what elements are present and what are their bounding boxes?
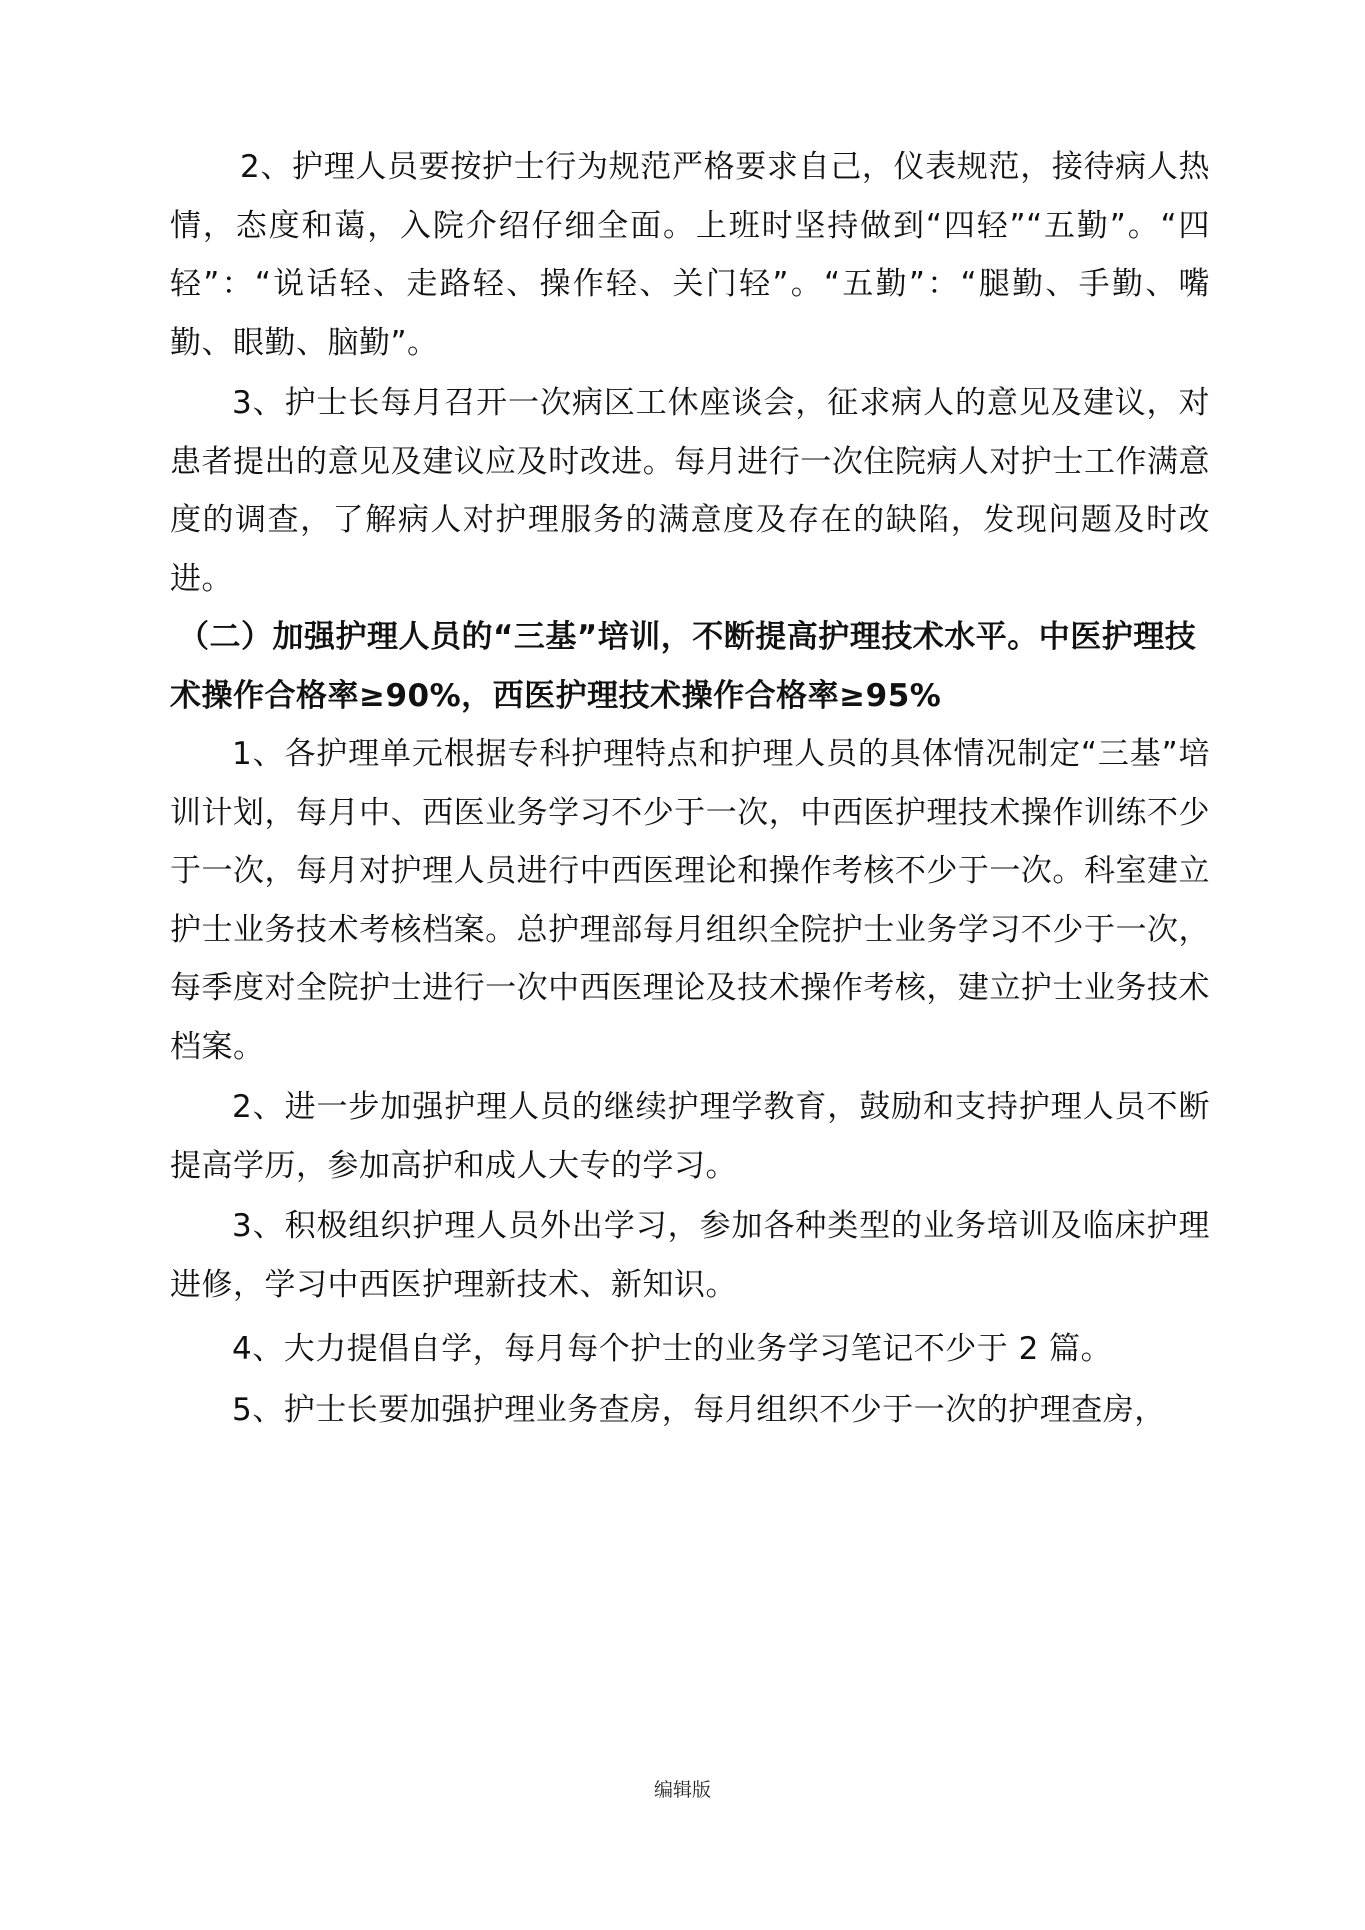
section-heading-training: （二）加强护理人员的“三基”培训，不断提高护理技术水平。中医护理技术操作合格率≥90%，西医护理技术操作合格率≥95%	[170, 619, 1197, 714]
paragraph-behavior-standards: 2、护理人员要按护士行为规范严格要求自己，仪表规范，接待病人热情，态度和蔼，入院介绍仔细全面。上班时坚持做到“四轻”“五勤”。“四轻”：“说话轻、走路轻、操作轻、关门轻”。“五勤”：“腿勤、手勤、嘴勤、眼勤、脑勤”。	[170, 149, 1210, 361]
list-item-ward-rounds: 5、护士长要加强护理业务查房，每月组织不少于一次的护理查房，	[232, 1391, 1166, 1428]
list-item-self-study: 4、大力提倡自学，每月每个护士的业务学习笔记不少于 2 篇。	[232, 1331, 1113, 1367]
page-footer: 编辑版	[653, 1779, 711, 1801]
list-item-continuing-education: 2、进一步加强护理人员的继续护理学教育，鼓励和支持护理人员不断提高学历，参加高护和成人大专的学习。	[170, 1089, 1210, 1184]
list-item-external-study: 3、积极组织护理人员外出学习，参加各种类型的业务培训及临床护理进修，学习中西医护理新技术、新知识。	[170, 1208, 1210, 1303]
paragraph-patient-feedback: 3、护士长每月召开一次病区工休座谈会，征求病人的意见及建议，对患者提出的意见及建议应及时改进。每月进行一次住院病人对护士工作满意度的调查，了解病人对护理服务的满意度及存在的缺陷，发现问题及时改进。	[170, 385, 1210, 597]
list-item-training-plan: 1、各护理单元根据专科护理特点和护理人员的具体情况制定“三基”培训计划，每月中、西医业务学习不少于一次，中西医护理技术操作训练不少于一次，每月对护理人员进行中西医理论和操作考核不少于一次。科室建立护士业务技术考核档案。总护理部每月组织全院护士业务学习不少于一次，每季度对全院护士进行一次中西医理论及技术操作考核，建立护士业务技术档案。	[170, 736, 1210, 1065]
document-body	[170, 138, 1210, 1439]
